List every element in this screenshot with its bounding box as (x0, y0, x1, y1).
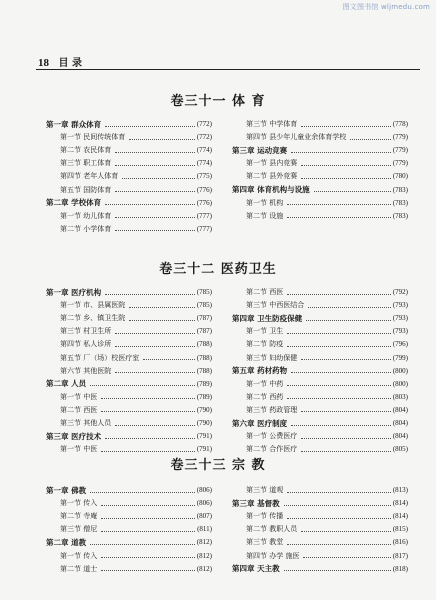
dot-leader (301, 411, 391, 412)
toc-entry-label: 第二节 西医 (60, 405, 98, 414)
toc-entry-label: 第二节 教职人员 (246, 525, 298, 534)
toc-section-entry (246, 430, 408, 442)
toc-section-entry (246, 299, 408, 311)
toc-entry-label: 第五章 药材药物 (232, 366, 288, 376)
toc-section-entry (60, 131, 212, 143)
toc-entry-label: 第三节 中西医结合 (246, 301, 305, 310)
dot-leader (301, 165, 391, 166)
dot-leader (115, 152, 195, 153)
dot-leader (301, 451, 391, 452)
toc-entry-page: (772) (196, 133, 212, 142)
toc-entry-label: 第三节 村卫生所 (60, 327, 112, 336)
toc-entry-label: 第三章 基督教 (232, 498, 280, 508)
toc-entry-label: 第一节 市、县属医院 (60, 301, 126, 310)
toc-section-entry (60, 312, 212, 324)
toc-section-entry (246, 170, 408, 182)
toc-entry-page: (796) (392, 340, 408, 349)
toc-section-entry (246, 378, 408, 390)
toc-entry-page: (816) (392, 538, 408, 547)
dot-leader (303, 557, 390, 558)
dot-leader (90, 492, 195, 493)
toc-entry-label: 第二节 合作医疗 (246, 445, 298, 454)
toc-entry-page: (813) (392, 486, 408, 494)
dot-leader (122, 178, 195, 179)
dot-leader (301, 438, 391, 439)
toc-section-entry (60, 157, 212, 169)
toc-chapter-entry (46, 484, 212, 496)
toc-section-entry (60, 497, 212, 509)
toc-entry-page: (814) (392, 499, 408, 508)
toc-section-entry (60, 523, 212, 535)
toc-entry-label: 第三节 道观 (246, 486, 284, 494)
dot-leader (301, 359, 391, 360)
dot-leader (115, 217, 195, 218)
dot-leader (287, 385, 391, 386)
toc-section-entry (60, 510, 212, 522)
toc-entry-page: (783) (392, 211, 408, 220)
toc-entry-label: 第二节 农民体育 (60, 146, 112, 155)
toc-entry-label: 第一节 卫生 (246, 327, 284, 336)
dot-leader (287, 204, 391, 205)
toc-entry-page: (804) (392, 432, 408, 441)
toc-section-entry (60, 170, 212, 182)
header-title: 目 录 (58, 58, 82, 69)
dot-leader (101, 570, 195, 571)
toc-section-entry (246, 197, 408, 209)
toc-entry-label: 第二节 西药 (246, 392, 284, 401)
dot-leader (101, 451, 195, 452)
toc-entry-page: (812) (196, 538, 212, 547)
toc-entry-page: (790) (196, 405, 212, 414)
toc-entry-page: (791) (196, 432, 212, 441)
dot-leader (284, 570, 391, 571)
toc-entry-label: 第三节 僧尼 (60, 525, 98, 534)
toc-entry-label: 第一节 中医 (60, 392, 98, 401)
toc-entry-page: (774) (196, 146, 212, 155)
volume-title: 卷三十二 医药卫生 (159, 262, 277, 277)
toc-entry-label: 第四章 体育机构与设施 (232, 185, 310, 194)
toc-entry-page: (804) (392, 405, 408, 414)
toc-entry-page: (776) (196, 185, 212, 194)
dot-leader (301, 178, 391, 179)
toc-entry-label: 第五节 国防体育 (60, 185, 112, 194)
watermark: 图文图书馆 wljmedu.com (342, 3, 430, 11)
dot-leader (101, 411, 195, 412)
toc-entry-label: 第一节 中药 (246, 379, 284, 388)
toc-section-entry (60, 563, 212, 575)
toc-entry-page: (807) (196, 512, 212, 521)
toc-entry-label: 第二章 学校体育 (46, 198, 102, 208)
toc-entry-label: 第一章 医疗机构 (46, 287, 102, 297)
toc-chapter-entry (46, 197, 212, 209)
toc-section-entry (60, 443, 212, 455)
dot-leader (115, 230, 195, 231)
toc-section-entry (60, 144, 212, 156)
toc-section-entry (60, 210, 212, 222)
toc-entry-label: 第一节 传入 (60, 499, 98, 508)
toc-entry-label: 第三章 运动竞赛 (232, 145, 288, 155)
toc-section-entry (246, 391, 408, 403)
toc-entry-page: (804) (392, 419, 408, 427)
toc-entry-page: (789) (196, 392, 212, 401)
toc-chapter-entry (232, 365, 408, 377)
toc-entry-label: 第六节 其他医院 (60, 366, 112, 375)
toc-section-entry (246, 404, 408, 416)
dot-leader (115, 346, 195, 347)
toc-entry-page: (783) (392, 185, 408, 194)
toc-section-entry (246, 484, 408, 496)
toc-entry-page: (805) (392, 445, 408, 454)
toc-entry-label: 第四节 私人诊所 (60, 340, 112, 349)
dot-leader (287, 398, 391, 399)
toc-entry-label: 第四节 办学 施医 (246, 551, 300, 560)
toc-entry-page: (775) (196, 172, 212, 181)
toc-chapter-entry (232, 417, 408, 429)
toc-entry-label: 第一节 机构 (246, 198, 284, 207)
dot-leader (101, 505, 195, 506)
dot-leader (287, 346, 391, 347)
toc-section-entry (246, 325, 408, 337)
dot-leader (105, 126, 195, 127)
toc-entry-page: (787) (196, 327, 212, 336)
toc-entry-label: 第五节 厂（场）校医疗室 (60, 353, 140, 362)
toc-section-entry (60, 550, 212, 562)
toc-entry-label: 第六章 医疗制度 (232, 418, 288, 428)
toc-section-entry (60, 184, 212, 196)
toc-section-entry (60, 299, 212, 311)
dot-leader (301, 531, 391, 532)
toc-entry-label: 第一节 公费医疗 (246, 432, 298, 441)
toc-section-entry (246, 510, 408, 522)
toc-entry-page: (806) (196, 499, 212, 508)
toc-entry-label: 第三节 职工体育 (60, 159, 112, 168)
toc-entry-page: (778) (392, 120, 408, 128)
toc-entry-page: (783) (392, 198, 408, 207)
dot-leader (306, 320, 391, 321)
dot-leader (105, 294, 195, 295)
dot-leader (287, 217, 391, 218)
toc-entry-page: (812) (196, 564, 212, 573)
page-number: 18 (38, 57, 49, 69)
toc-entry-page: (793) (392, 301, 408, 310)
toc-entry-label: 第一章 佛教 (46, 485, 87, 495)
toc-entry-label: 第二节 防疫 (246, 340, 284, 349)
toc-entry-label: 第一章 群众体育 (46, 119, 102, 129)
volume-title: 卷三十一 体 育 (170, 94, 266, 109)
toc-entry-label: 第三节 中学体育 (246, 120, 298, 128)
toc-entry-page: (779) (392, 159, 408, 168)
toc-section-entry (60, 338, 212, 350)
toc-entry-label: 第一节 民间传统体育 (60, 133, 126, 142)
toc-section-entry (60, 325, 212, 337)
toc-section-entry (246, 210, 408, 222)
toc-section-entry (60, 391, 212, 403)
dot-leader (115, 333, 195, 334)
page-header (38, 54, 82, 69)
toc-entry-label: 第三节 妇幼保健 (246, 353, 298, 362)
toc-entry-page: (780) (392, 172, 408, 181)
toc-entry-page: (799) (392, 353, 408, 362)
toc-chapter-entry (46, 286, 212, 298)
dot-leader (284, 505, 391, 506)
toc-entry-page: (777) (196, 211, 212, 220)
toc-entry-page: (776) (196, 198, 212, 207)
toc-entry-page: (793) (392, 314, 408, 323)
dot-leader (90, 385, 195, 386)
toc-entry-page: (793) (392, 327, 408, 336)
toc-section-entry (246, 157, 408, 169)
toc-entry-label: 第一节 中医 (60, 445, 98, 454)
toc-entry-label: 第二章 人员 (46, 379, 87, 389)
dot-leader (291, 152, 391, 153)
dot-leader (291, 372, 391, 373)
dot-leader (115, 191, 195, 192)
toc-entry-page: (774) (196, 159, 212, 168)
toc-entry-page: (815) (392, 525, 408, 534)
toc-section-entry (246, 338, 408, 350)
toc-section-entry (60, 365, 212, 377)
toc-entry-page: (800) (392, 366, 408, 375)
toc-entry-label: 第四章 卫生防疫保健 (232, 313, 303, 323)
toc-entry-label: 第四章 天主教 (232, 564, 280, 574)
toc-entry-label: 第四节 县少年儿童业余体育学校 (246, 133, 347, 142)
dot-leader (115, 165, 195, 166)
dot-leader (90, 544, 195, 545)
toc-chapter-entry (46, 430, 212, 442)
toc-chapter-entry (46, 536, 212, 548)
toc-entry-page: (811) (197, 525, 212, 534)
dot-leader (350, 139, 391, 140)
toc-entry-page: (785) (196, 288, 212, 296)
dot-leader (301, 126, 391, 127)
toc-section-entry (246, 523, 408, 535)
toc-section-entry (246, 118, 408, 130)
toc-chapter-entry (232, 497, 408, 509)
toc-entry-page: (806) (196, 486, 212, 494)
dot-leader (287, 518, 391, 519)
dot-leader (129, 139, 195, 140)
dot-leader (287, 294, 391, 295)
toc-entry-label: 第二节 县外竞赛 (246, 172, 298, 181)
toc-entry-page: (787) (196, 314, 212, 323)
toc-entry-page: (789) (196, 379, 212, 388)
toc-section-entry (246, 131, 408, 143)
toc-entry-label: 第三章 医疗技术 (46, 431, 102, 441)
toc-entry-page: (785) (196, 301, 212, 310)
dot-leader (101, 557, 195, 558)
toc-entry-page: (777) (196, 224, 212, 233)
toc-section-entry (246, 286, 408, 298)
toc-entry-label: 第二节 乡、镇卫生院 (60, 314, 126, 323)
toc-entry-page: (817) (392, 551, 408, 560)
dot-leader (115, 425, 195, 426)
toc-entry-label: 第二节 西医 (246, 288, 284, 296)
toc-entry-page: (788) (196, 366, 212, 375)
toc-entry-page: (792) (392, 288, 408, 296)
toc-entry-label: 第三节 药政管理 (246, 405, 298, 414)
toc-entry-label: 第二节 设施 (246, 211, 284, 220)
toc-entry-page: (800) (392, 379, 408, 388)
toc-chapter-entry (232, 184, 408, 196)
dot-leader (101, 518, 195, 519)
toc-entry-page: (779) (392, 146, 408, 155)
toc-entry-label: 第一节 幼儿体育 (60, 211, 112, 220)
toc-entry-page: (779) (392, 133, 408, 142)
toc-chapter-entry (232, 563, 408, 575)
toc-entry-label: 第一节 县内竞赛 (246, 159, 298, 168)
toc-entry-page: (790) (196, 419, 212, 427)
toc-entry-label: 第二节 寺庵 (60, 512, 98, 521)
toc-entry-label: 第三节 其他人员 (60, 419, 112, 427)
dot-leader (101, 398, 195, 399)
dot-leader (115, 372, 195, 373)
dot-leader (308, 307, 391, 308)
toc-entry-label: 第四节 老年人体育 (60, 172, 119, 181)
dot-leader (143, 359, 195, 360)
toc-chapter-entry (232, 312, 408, 324)
toc-section-entry (246, 550, 408, 562)
toc-entry-label: 第一节 传入 (60, 551, 98, 560)
toc-entry-label: 第三节 教堂 (246, 538, 284, 547)
dot-leader (291, 425, 391, 426)
toc-section-entry (60, 223, 212, 235)
toc-section-entry (246, 536, 408, 548)
dot-leader (287, 333, 391, 334)
toc-entry-page: (803) (392, 392, 408, 401)
dot-leader (314, 191, 391, 192)
toc-entry-label: 第二章 道教 (46, 537, 87, 547)
toc-entry-label: 第二节 小学体育 (60, 224, 112, 233)
toc-section-entry (246, 443, 408, 455)
dot-leader (101, 531, 195, 532)
dot-leader (287, 544, 391, 545)
toc-entry-label: 第二节 道士 (60, 564, 98, 573)
toc-section-entry (60, 404, 212, 416)
toc-entry-page: (814) (392, 512, 408, 521)
volume-title: 卷三十三 宗 教 (170, 458, 266, 473)
toc-entry-label: 第一节 传播 (246, 512, 284, 521)
toc-entry-page: (788) (196, 353, 212, 362)
toc-entry-page: (812) (196, 551, 212, 560)
toc-section-entry (246, 352, 408, 364)
dot-leader (129, 307, 195, 308)
toc-entry-page: (791) (196, 445, 212, 454)
toc-chapter-entry (46, 378, 212, 390)
header-rule (36, 69, 420, 70)
toc-entry-page: (772) (196, 120, 212, 128)
toc-section-entry (60, 417, 212, 429)
toc-chapter-entry (232, 144, 408, 156)
toc-entry-page: (788) (196, 340, 212, 349)
dot-leader (105, 438, 195, 439)
dot-leader (105, 204, 195, 205)
toc-chapter-entry (46, 118, 212, 130)
dot-leader (129, 320, 195, 321)
toc-section-entry (60, 352, 212, 364)
toc-entry-page: (818) (392, 564, 408, 573)
dot-leader (287, 492, 391, 493)
